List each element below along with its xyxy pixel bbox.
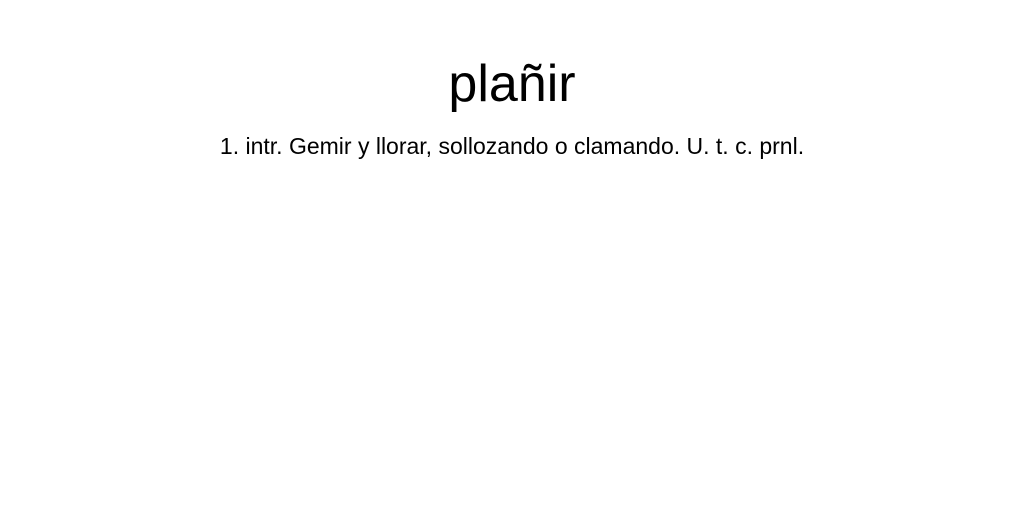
entry-definition: 1. intr. Gemir y llorar, sollozando o clamando. U. t. c. prnl. (219, 133, 805, 159)
entry-headword: plañir (448, 55, 576, 113)
